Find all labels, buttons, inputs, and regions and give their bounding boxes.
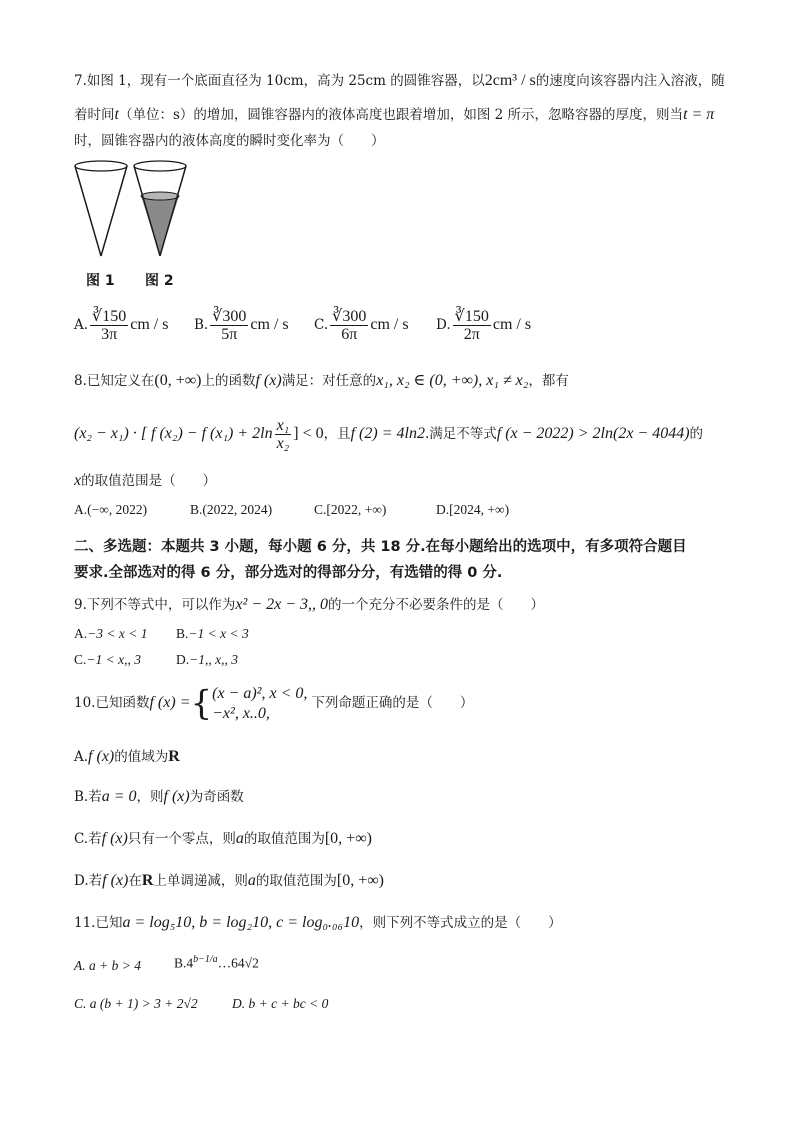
q8-line2 (74, 416, 703, 452)
q8-line3 (74, 472, 216, 490)
q11-rest: …64√2 (217, 955, 259, 971)
q10-text: 只有一个零点，则 (127, 831, 236, 847)
q10-text: 的值域为 (114, 749, 169, 765)
q9-text: 的一个充分不必要条件的是（ ） (327, 597, 544, 613)
section2-header-line1: 二、多选题：本题共 3 小题，每小题 6 分，共 18 分.在每小题给出的选项中，有多项符合题目 (74, 539, 687, 555)
option-letter: A. (74, 502, 88, 517)
option-letter: C. (314, 317, 329, 333)
real-set-symbol: R (141, 872, 154, 889)
q9-option-a (74, 626, 147, 642)
q7-t-eq: t = π (683, 106, 715, 123)
q10-text: 在 (128, 873, 142, 889)
q8-text: 的 (689, 426, 704, 442)
option-text: (2022, 2024) (202, 502, 273, 517)
fraction-numerator: x₁ (276, 417, 290, 434)
q10-piecewise (212, 684, 307, 724)
q8-inequality-left: (x₂ − x₁) · [ f (x₂) − f (x₁) + 2ln (74, 425, 273, 442)
q10-cond: a = 0 (101, 788, 137, 805)
piecewise-brace: { (190, 683, 213, 724)
fraction-numerator: ∛300 (212, 308, 247, 325)
q8-condition: f (x − 2022) > 2ln(2x − 4044) (496, 425, 690, 442)
fig1-label: 图 1 (86, 273, 115, 289)
q8-option-c (314, 502, 386, 518)
option-text: (−∞, 2022) (87, 502, 148, 517)
q7-text: 7.如图 1，现有一个底面直径为 10cm，高为 25cm 的圆锥容器，以 (74, 73, 485, 89)
q8-text: 满足：对任意的 (281, 373, 377, 389)
cone-figure-1 (75, 161, 127, 256)
fraction-numerator: ∛150 (92, 308, 127, 325)
q8-option-b (190, 502, 272, 518)
q10-case1: (x − a)², x < 0, (212, 684, 308, 702)
option-unit: cm / s (130, 316, 169, 333)
q7-rate: 2cm³ / s (484, 72, 536, 89)
q10-fx: f (x) (88, 748, 115, 765)
option-letter: A. (74, 317, 89, 333)
option-letter: A. (74, 749, 89, 765)
q7-option-a (74, 308, 168, 343)
q11-defs: a = log₅10, b = log₂10, c = log₀.₀₆10 (122, 914, 360, 931)
q10-a: a (235, 830, 244, 847)
q7-option-d (436, 308, 531, 343)
q10-text: 下列命题正确的是（ ） (311, 695, 474, 711)
q9-stem (74, 596, 544, 614)
option-fraction (90, 308, 128, 343)
option-letter: B. (176, 626, 189, 641)
cone-figures (72, 158, 192, 268)
fraction-denominator: 5π (221, 326, 238, 343)
q11-exponent: b−1/a (193, 954, 218, 965)
fraction-denominator: x₂ (276, 435, 290, 452)
q8-option-a (74, 502, 147, 518)
q7-text: （单位：s）的增加，圆锥容器内的液体高度也跟着增加，如图 2 所示，忽略容器的厚度，则当 (118, 107, 684, 123)
option-text: −3 < x < 1 (87, 626, 148, 641)
option-letter: B. (190, 502, 203, 517)
option-unit: cm / s (492, 316, 532, 333)
option-unit: cm / s (250, 316, 289, 333)
q8-fx: f (x) (255, 372, 282, 389)
q10-stem (74, 682, 473, 725)
fraction-numerator: ∛150 (454, 308, 489, 325)
option-fraction (210, 308, 248, 343)
option-letter: A. (74, 626, 88, 641)
fraction-denominator: 3π (101, 326, 118, 343)
q10-option-d (74, 872, 384, 890)
option-fraction (330, 308, 368, 343)
q7-line3 (74, 132, 385, 150)
q10-range: [0, +∞) (336, 872, 384, 889)
q9-option-b (176, 626, 249, 642)
option-text: [2022, +∞) (326, 502, 387, 517)
q8-inequality-right: ] < 0 (293, 425, 324, 442)
q8-text: ，都有 (528, 373, 569, 389)
real-set-symbol: R (168, 748, 180, 765)
option-fraction (453, 308, 491, 343)
option-text: −1,, x,, 3 (189, 652, 238, 667)
fig2-label: 图 2 (145, 273, 174, 289)
option-letter: D. (436, 317, 451, 333)
q7-line2 (74, 106, 714, 124)
q11-base: 4 (186, 955, 194, 971)
q10-text: C.若 (74, 831, 102, 847)
q8-text: 8.已知定义在 (74, 373, 155, 389)
q10-fx: f (x) (101, 830, 128, 847)
option-text: [2024, +∞) (449, 502, 510, 517)
q8-line1 (74, 372, 569, 390)
q11-text: ，则下列不等式成立的是（ ） (359, 915, 562, 931)
option-letter: C. (74, 652, 87, 667)
cone-figure-2 (134, 161, 186, 256)
q9-option-c (74, 652, 141, 668)
q10-option-a (74, 748, 180, 766)
section2-header-line2: 要求.全部选对的得 6 分，部分选对的得部分分，有选错的得 0 分. (74, 565, 503, 581)
q7-text: 着时间 (74, 107, 115, 123)
q8-text: ，且 (323, 426, 351, 442)
option-text: −1 < x,, 3 (86, 652, 141, 667)
q7-option-b (194, 308, 289, 343)
option-letter: D. (176, 652, 190, 667)
q8-text: 上的函数 (201, 373, 256, 389)
q10-option-b (74, 788, 244, 806)
fraction-denominator: 6π (341, 326, 358, 343)
q10-text: ，则 (136, 789, 164, 805)
q10-option-c (74, 830, 372, 848)
option-letter: B. (194, 317, 209, 333)
q10-text: 的取值范围为 (255, 873, 337, 889)
q9-option-d (176, 652, 238, 668)
q8-option-d (436, 502, 509, 518)
q10-text: B.若 (74, 789, 102, 805)
q11-text: 11.已知 (74, 915, 123, 931)
q8-x-var: x (74, 472, 82, 489)
q7-text: 时，圆锥容器内的液体高度的瞬时变化率为（ ） (74, 133, 385, 149)
q11-option-c: C. a (b + 1) > 3 + 2√2 (74, 996, 198, 1011)
q11-option-a: A. a + b > 4 (74, 958, 141, 973)
q8-text: 的取值范围是（ ） (81, 473, 217, 489)
q9-expr: x² − 2x − 3,, 0 (235, 596, 328, 613)
q11-option-d: D. b + c + bc < 0 (232, 996, 329, 1011)
q9-text: 9.下列不等式中，可以作为 (74, 597, 236, 613)
q7-line1 (74, 72, 725, 90)
q7-option-c (314, 308, 409, 343)
q8-f2: f (2) = 4ln2 (350, 425, 425, 442)
q7-text: 的速度向该容器内注入溶液，随 (535, 73, 725, 89)
fraction-numerator: ∛300 (332, 308, 367, 325)
q10-text: 10.已知函数 (74, 695, 150, 711)
q8-domain: (0, +∞) (154, 372, 202, 389)
fraction-denominator: 2π (463, 326, 480, 343)
q10-fx: f (x) (102, 872, 129, 889)
q8-vars: x₁, x₂ ∈ (0, +∞), x₁ ≠ x₂ (376, 372, 529, 389)
q10-text: 上单调递减，则 (153, 873, 248, 889)
q10-text: 为奇函数 (189, 789, 244, 805)
q8-text: .满足不等式 (424, 426, 497, 442)
q10-fx: f (x) = (149, 694, 191, 711)
q10-case2: −x², x..0, (212, 704, 270, 722)
q8-inequality-fraction (275, 417, 292, 452)
option-letter: B. (174, 955, 187, 971)
q7-t-var: t (114, 106, 119, 123)
q11-stem (74, 914, 562, 932)
option-text: −1 < x < 3 (188, 626, 249, 641)
q10-range: [0, +∞) (324, 830, 372, 847)
option-letter: D. (436, 502, 450, 517)
option-unit: cm / s (370, 316, 409, 333)
q10-text: D.若 (74, 873, 103, 889)
option-letter: C. (314, 502, 327, 517)
q10-text: 的取值范围为 (243, 831, 325, 847)
q11-option-b (174, 954, 259, 972)
q10-a: a (247, 872, 256, 889)
q10-fx: f (x) (163, 788, 190, 805)
